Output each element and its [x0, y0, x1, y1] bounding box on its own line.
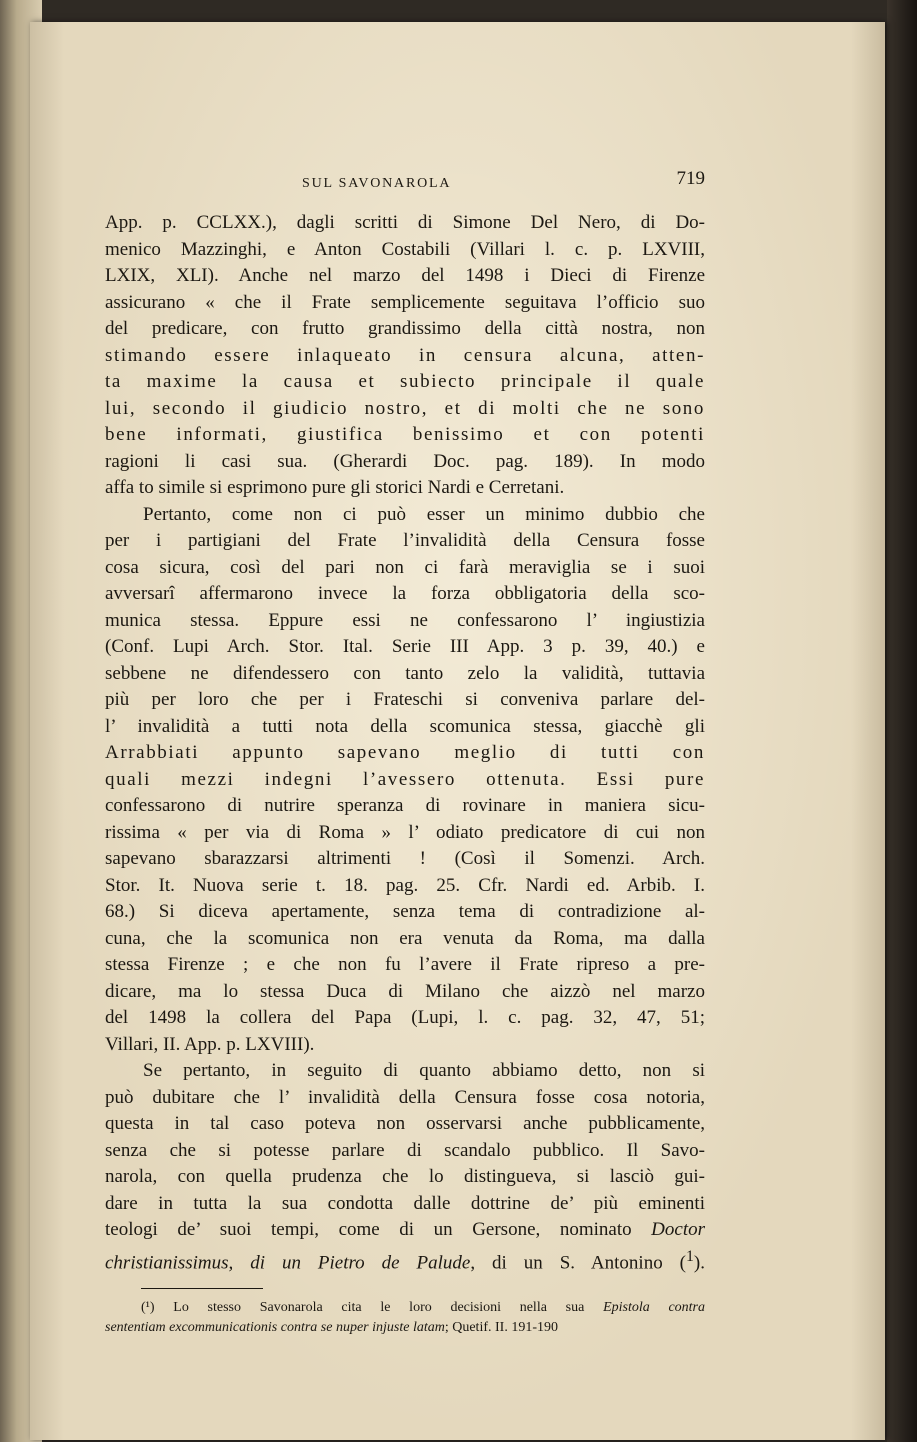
text-line: avversarî affermarono invece la forza obbligatoria della sco-	[105, 583, 705, 604]
text-line: stessa Firenze ; e che non fu l’avere il Frate ripreso a pre-	[105, 954, 705, 975]
text-line: munica stessa. Eppure essi ne confessarono l’ ingiustizia	[105, 609, 705, 631]
text-fragment: ).	[693, 1251, 705, 1273]
text-line: dicare, ma lo stessa Duca di Milano che aizzò nel marzo	[105, 980, 705, 1002]
text-line: l’ invalidità a tutti nota della scomunica stessa, giacchè gli	[105, 715, 705, 737]
text-line: 68.) Si diceva apertamente, senza tema di contradizione al-	[105, 901, 705, 922]
text-line: Stor. It. Nuova serie t. 18. pag. 25. Cfr. Nardi ed. Arbib. I.	[105, 874, 705, 896]
text-line: lui, secondo il giudicio nostro, et di molti che ne sono	[105, 397, 705, 419]
text-line: sapevano sbarazzarsi altrimenti ! (Così il Somenzi. Arch.	[105, 848, 705, 869]
book-page	[30, 22, 885, 1440]
page-number: 719	[676, 168, 705, 189]
text-line: sebbene ne difendessero con tanto zelo la validità, tuttavia	[105, 662, 705, 684]
footnote-ref: 1	[686, 1247, 694, 1265]
text-line: ta maxime la causa et subiecto principale il quale	[105, 371, 705, 392]
text-line: quali mezzi indegni l’avessero ottenuta. Essi pure	[105, 768, 705, 790]
text-line: senza che si potesse parlare di scandalo pubblico. Il Savo-	[105, 1139, 705, 1161]
text-line: bene informati, giustifica benissimo et con potenti	[105, 424, 705, 445]
text-line: assicurano « che il Frate semplicemente seguitava l’officio suo	[105, 291, 705, 313]
footnote-text: ; Quetif. II. 191-190	[444, 1320, 558, 1336]
footnote-separator	[141, 1288, 263, 1289]
text-line: può dubitare che l’ invalidità della Censura fosse cosa notoria,	[105, 1086, 705, 1108]
italic-term: christianissimus, di un Pietro	[105, 1251, 365, 1273]
text-line: più per loro che per i Frateschi si conveniva parlare del-	[105, 689, 705, 710]
page-content	[105, 144, 705, 1338]
text-line	[105, 1217, 705, 1244]
running-head	[105, 144, 705, 191]
text-line: cosa sicura, così del pari non ci farà meraviglia se i suoi	[105, 556, 705, 578]
text-line: affa to simile si esprimono pure gli storici Nardi e Cerretani.	[105, 477, 565, 498]
text-line: Pertanto, come non ci può esser un minimo dubbio che	[143, 503, 705, 525]
text-line: Se pertanto, in seguito di quanto abbiamo detto, non si	[143, 1060, 705, 1081]
footnote-text: Lo stesso Savonarola cita le loro decisioni nella sua	[173, 1300, 585, 1316]
text-line	[105, 1244, 705, 1277]
italic-term: de Palude	[381, 1251, 471, 1273]
text-fragment: teologi de’ suoi tempi, come di un Gersone, nominato	[105, 1219, 632, 1240]
footnote-line	[105, 1318, 705, 1338]
text-fragment: , di un S. Antonino (	[470, 1251, 686, 1273]
running-title: SUL SAVONAROLA	[302, 176, 452, 191]
text-line: narola, con quella prudenza che lo distingueva, si lasciò gui-	[105, 1166, 705, 1187]
footnote	[105, 1298, 705, 1338]
text-line: cuna, che la scomunica non era venuta da Roma, ma dalla	[105, 927, 705, 949]
footnote-line	[105, 1298, 705, 1318]
text-line: menico Mazzinghi, e Anton Costabili (Villari l. c. p. LXVIII,	[105, 238, 705, 260]
text-line: ragioni li casi sua. (Gherardi Doc. pag. 189). In modo	[105, 450, 705, 472]
text-line: LXIX, XLI). Anche nel marzo del 1498 i Dieci di Firenze	[105, 265, 705, 286]
text-line: App. p. CCLXX.), dagli scritti di Simone Del Nero, di Do-	[105, 212, 705, 233]
italic-term: Doctor	[651, 1219, 705, 1240]
text-line: per i partigiani del Frate l’invalidità della Censura fosse	[105, 530, 705, 551]
page-edge-shadow	[887, 0, 917, 1442]
body-text	[105, 210, 705, 1276]
text-line: (Conf. Lupi Arch. Stor. Ital. Serie III App. 3 p. 39, 40.) e	[105, 636, 705, 657]
text-line: confessarono di nutrire speranza di rovinare in maniera sicu-	[105, 795, 705, 816]
text-line: del predicare, con frutto grandissimo della città nostra, non	[105, 318, 705, 339]
footnote-italic: Epistola contra	[603, 1300, 706, 1316]
text-line: Arrabbiati appunto sapevano meglio di tutti con	[105, 742, 705, 763]
footnote-italic: sententiam excommunicationis contra se nuper injuste latam	[105, 1320, 445, 1336]
text-line: dare in tutta la sua condotta dalle dottrine de’ più eminenti	[105, 1192, 705, 1214]
text-line: del 1498 la collera del Papa (Lupi, l. c. pag. 32, 47, 51;	[105, 1007, 705, 1028]
footnote-marker: (¹)	[141, 1300, 155, 1316]
text-line: Villari, II. App. p. LXVIII).	[105, 1033, 315, 1055]
text-line: rissima « per via di Roma » l’ odiato predicatore di cui non	[105, 821, 705, 843]
text-line: stimando essere inlaqueato in censura alcuna, atten-	[105, 344, 705, 366]
text-line: questa in tal caso poteva non osservarsi anche pubblicamente,	[105, 1113, 705, 1134]
